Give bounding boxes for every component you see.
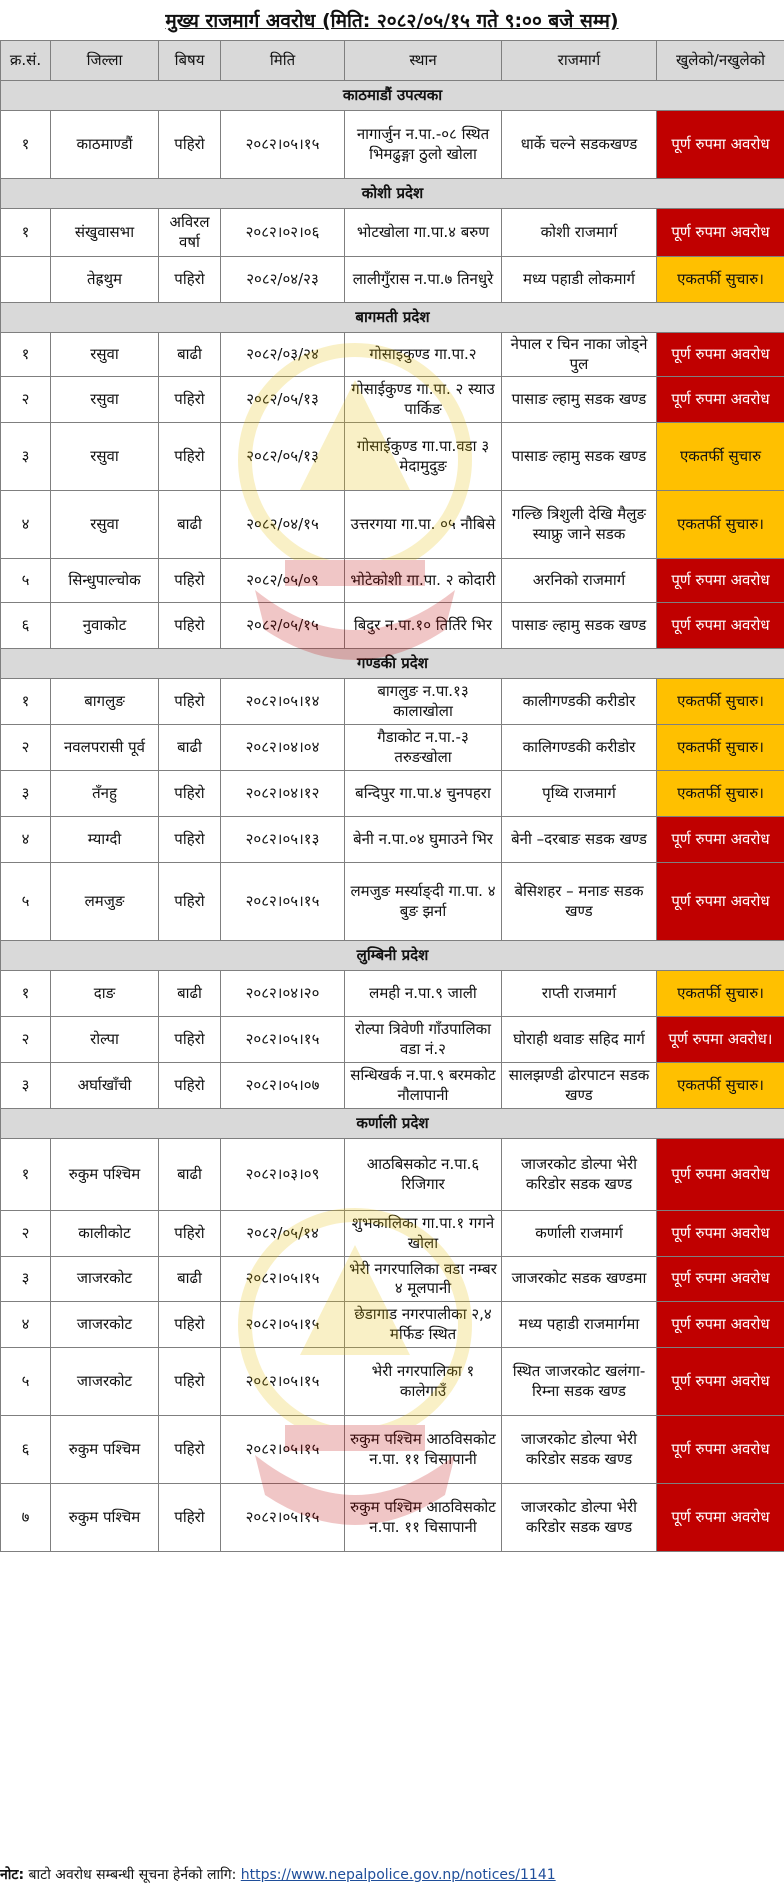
cell-location: लालीगुँरास न.पा.७ तिनधुरे bbox=[345, 257, 502, 303]
cell-subject: पहिरो bbox=[159, 111, 221, 179]
cell-district: रसुवा bbox=[51, 491, 159, 559]
cell-date: २०८२।०५।१५ bbox=[221, 1257, 345, 1302]
cell-date: २०८२।०४।०४ bbox=[221, 725, 345, 771]
table-row bbox=[1, 333, 784, 377]
cell-location: छेडागाड नगरपालीका २,४ मर्फिङ स्थित bbox=[345, 1302, 502, 1348]
cell-district: रोल्पा bbox=[51, 1017, 159, 1063]
cell-district: रुकुम पश्चिम bbox=[51, 1139, 159, 1211]
cell-district: रुकुम पश्चिम bbox=[51, 1416, 159, 1484]
cell-serial: २ bbox=[1, 1017, 51, 1063]
notice-link[interactable]: https://www.nepalpolice.gov.np/notices/1141 bbox=[240, 1867, 556, 1883]
header-status: खुलेको/नखुलेको bbox=[657, 41, 784, 81]
cell-location: गोसाइकुण्ड गा.पा.२ bbox=[345, 333, 502, 377]
cell-subject: पहिरो bbox=[159, 1017, 221, 1063]
cell-status: पूर्ण रुपमा अवरोध bbox=[657, 1302, 784, 1348]
cell-date: २०८२।०३।०९ bbox=[221, 1139, 345, 1211]
cell-location: बिदुर न.पा.१० तिर्तिरे भिर bbox=[345, 603, 502, 649]
footer-note bbox=[0, 1862, 784, 1889]
cell-location: उत्तरगया गा.पा. ०५ नौबिसे bbox=[345, 491, 502, 559]
cell-status: पूर्ण रुपमा अवरोध bbox=[657, 111, 784, 179]
cell-location: गोसाईकुण्ड गा.पा. २ स्याउ पार्किङ bbox=[345, 377, 502, 423]
cell-date: २०८२।०५।१५ bbox=[221, 863, 345, 941]
cell-location: लमजुङ मर्स्याङ्दी गा.पा. ४ बुङ झर्ना bbox=[345, 863, 502, 941]
cell-location: भेरी नगरपालिका १ कालेगाउँ bbox=[345, 1348, 502, 1416]
cell-date: २०८२।०२।०६ bbox=[221, 209, 345, 257]
cell-status: पूर्ण रुपमा अवरोध। bbox=[657, 1017, 784, 1063]
cell-district: रसुवा bbox=[51, 333, 159, 377]
cell-district: म्याग्दी bbox=[51, 817, 159, 863]
cell-district: लमजुङ bbox=[51, 863, 159, 941]
road-blockage-table bbox=[0, 40, 784, 1552]
cell-highway: कोशी राजमार्ग bbox=[502, 209, 657, 257]
cell-district: जाजरकोट bbox=[51, 1348, 159, 1416]
cell-subject: बाढी bbox=[159, 491, 221, 559]
cell-serial: १ bbox=[1, 971, 51, 1017]
cell-date: २०८२/०५/१३ bbox=[221, 423, 345, 491]
cell-serial bbox=[1, 257, 51, 303]
cell-status: पूर्ण रुपमा अवरोध bbox=[657, 1348, 784, 1416]
cell-district: जाजरकोट bbox=[51, 1302, 159, 1348]
cell-status: पूर्ण रुपमा अवरोध bbox=[657, 333, 784, 377]
table-row bbox=[1, 257, 784, 303]
cell-subject: बाढी bbox=[159, 333, 221, 377]
header-location: स्थान bbox=[345, 41, 502, 81]
cell-serial: ४ bbox=[1, 491, 51, 559]
cell-date: २०८२।०५।१३ bbox=[221, 817, 345, 863]
cell-subject: बाढी bbox=[159, 971, 221, 1017]
cell-serial: २ bbox=[1, 377, 51, 423]
table-row bbox=[1, 1139, 784, 1211]
header-highway: राजमार्ग bbox=[502, 41, 657, 81]
table-row bbox=[1, 863, 784, 941]
cell-location: बेनी न.पा.०४ घुमाउने भिर bbox=[345, 817, 502, 863]
cell-subject: पहिरो bbox=[159, 1302, 221, 1348]
cell-location: गैडाकोट न.पा.-३ तरुङखोला bbox=[345, 725, 502, 771]
cell-district: बागलुङ bbox=[51, 679, 159, 725]
cell-serial: ४ bbox=[1, 817, 51, 863]
cell-status: पूर्ण रुपमा अवरोध bbox=[657, 377, 784, 423]
cell-highway: पासाङ ल्हामु सडक खण्ड bbox=[502, 423, 657, 491]
section-title: कर्णाली प्रदेश bbox=[1, 1109, 784, 1139]
table-row bbox=[1, 1257, 784, 1302]
table-row bbox=[1, 817, 784, 863]
cell-date: २०८२।०५।१५ bbox=[221, 1348, 345, 1416]
cell-subject: पहिरो bbox=[159, 257, 221, 303]
cell-serial: २ bbox=[1, 725, 51, 771]
note-label: नोट: bbox=[0, 1867, 25, 1883]
cell-subject: पहिरो bbox=[159, 1416, 221, 1484]
cell-location: शुभकालिका गा.पा.१ गगने खोला bbox=[345, 1211, 502, 1257]
cell-district: सिन्धुपाल्चोक bbox=[51, 559, 159, 603]
cell-subject: पहिरो bbox=[159, 1484, 221, 1552]
cell-highway: कालीगण्डकी करीडोर bbox=[502, 679, 657, 725]
cell-highway: कर्णाली राजमार्ग bbox=[502, 1211, 657, 1257]
cell-status: एकतर्फी सुचारु। bbox=[657, 257, 784, 303]
cell-district: नुवाकोट bbox=[51, 603, 159, 649]
page-title-text: मुख्य राजमार्ग अवरोध (मिति: २०८२/०५/१५ गते ९:०० बजे सम्म) bbox=[165, 10, 619, 32]
cell-location: लमही न.पा.९ जाली bbox=[345, 971, 502, 1017]
cell-subject: पहिरो bbox=[159, 377, 221, 423]
cell-district: कालीकोट bbox=[51, 1211, 159, 1257]
cell-highway: मध्य पहाडी लोकमार्ग bbox=[502, 257, 657, 303]
cell-status: एकतर्फी सुचारु। bbox=[657, 679, 784, 725]
cell-status: पूर्ण रुपमा अवरोध bbox=[657, 1416, 784, 1484]
header-subject: बिषय bbox=[159, 41, 221, 81]
cell-status: एकतर्फी सुचारु। bbox=[657, 771, 784, 817]
header-serial: क्र.सं. bbox=[1, 41, 51, 81]
cell-highway: पासाङ ल्हामु सडक खण्ड bbox=[502, 377, 657, 423]
cell-highway: गल्छि त्रिशुली देखि मैलुङ स्याफ्रु जाने सडक bbox=[502, 491, 657, 559]
cell-highway: जाजरकोट सडक खण्डमा bbox=[502, 1257, 657, 1302]
cell-subject: पहिरो bbox=[159, 771, 221, 817]
cell-location: रुकुम पश्चिम आठविसकोट न.पा. ११ चिसापानी bbox=[345, 1416, 502, 1484]
cell-date: २०८२।०४।१२ bbox=[221, 771, 345, 817]
cell-date: २०८२।०५।१५ bbox=[221, 1017, 345, 1063]
cell-highway: धार्के चल्ने सडकखण्ड bbox=[502, 111, 657, 179]
cell-status: पूर्ण रुपमा अवरोध bbox=[657, 1257, 784, 1302]
cell-subject: पहिरो bbox=[159, 559, 221, 603]
section-row bbox=[1, 303, 784, 333]
table-row bbox=[1, 377, 784, 423]
cell-highway: नेपाल र चिन नाका जोड्ने पुल bbox=[502, 333, 657, 377]
cell-subject: बाढी bbox=[159, 1257, 221, 1302]
cell-date: २०८२/०४/२३ bbox=[221, 257, 345, 303]
header-district: जिल्ला bbox=[51, 41, 159, 81]
cell-status: एकतर्फी सुचारु। bbox=[657, 971, 784, 1017]
section-row bbox=[1, 649, 784, 679]
table-row bbox=[1, 209, 784, 257]
cell-subject: बाढी bbox=[159, 725, 221, 771]
cell-date: २०८२/०५/१३ bbox=[221, 377, 345, 423]
cell-serial: ५ bbox=[1, 559, 51, 603]
cell-highway: जाजरकोट डोल्पा भेरी करिडोर सडक खण्ड bbox=[502, 1416, 657, 1484]
cell-district: रुकुम पश्चिम bbox=[51, 1484, 159, 1552]
cell-serial: ३ bbox=[1, 423, 51, 491]
cell-status: एकतर्फी सुचारु। bbox=[657, 491, 784, 559]
page-title bbox=[0, 0, 784, 40]
section-title: लुम्बिनी प्रदेश bbox=[1, 941, 784, 971]
section-row bbox=[1, 81, 784, 111]
cell-date: २०८२।०५।१५ bbox=[221, 1302, 345, 1348]
cell-serial: ३ bbox=[1, 1257, 51, 1302]
cell-status: पूर्ण रुपमा अवरोध bbox=[657, 1211, 784, 1257]
table-row bbox=[1, 1211, 784, 1257]
cell-location: भेरी नगरपालिका वडा नम्बर ४ मूलपानी bbox=[345, 1257, 502, 1302]
cell-serial: ५ bbox=[1, 863, 51, 941]
cell-district: तँनहु bbox=[51, 771, 159, 817]
section-title: कोशी प्रदेश bbox=[1, 179, 784, 209]
cell-district: अर्घाखाँची bbox=[51, 1063, 159, 1109]
table-row bbox=[1, 725, 784, 771]
cell-highway: स्थित जाजरकोट खलंगा-रिम्ना सडक खण्ड bbox=[502, 1348, 657, 1416]
cell-serial: ७ bbox=[1, 1484, 51, 1552]
cell-status: पूर्ण रुपमा अवरोध bbox=[657, 863, 784, 941]
cell-subject: पहिरो bbox=[159, 603, 221, 649]
cell-status: पूर्ण रुपमा अवरोध bbox=[657, 209, 784, 257]
cell-highway: घोराही थवाङ सहिद मार्ग bbox=[502, 1017, 657, 1063]
cell-date: २०८२/०५/१४ bbox=[221, 1211, 345, 1257]
cell-subject: पहिरो bbox=[159, 1211, 221, 1257]
cell-location: नागार्जुन न.पा.-०८ स्थित भिमढुङ्गा ठुलो खोला bbox=[345, 111, 502, 179]
cell-serial: ५ bbox=[1, 1348, 51, 1416]
cell-district: तेह्रथुम bbox=[51, 257, 159, 303]
cell-serial: १ bbox=[1, 333, 51, 377]
cell-date: २०८२।०५।०७ bbox=[221, 1063, 345, 1109]
cell-subject: बाढी bbox=[159, 1139, 221, 1211]
table-row bbox=[1, 491, 784, 559]
table-row bbox=[1, 1484, 784, 1552]
cell-highway: अरनिको राजमार्ग bbox=[502, 559, 657, 603]
table-row bbox=[1, 771, 784, 817]
cell-date: २०८२/०४/१५ bbox=[221, 491, 345, 559]
cell-district: दाङ bbox=[51, 971, 159, 1017]
cell-highway: पृथ्वि राजमार्ग bbox=[502, 771, 657, 817]
cell-date: २०८२।०४।२० bbox=[221, 971, 345, 1017]
cell-serial: १ bbox=[1, 679, 51, 725]
cell-highway: कालिगण्डकी करीडोर bbox=[502, 725, 657, 771]
cell-location: बागलुङ न.पा.१३ कालाखोला bbox=[345, 679, 502, 725]
cell-subject: पहिरो bbox=[159, 679, 221, 725]
cell-date: २०८२।०५।१५ bbox=[221, 111, 345, 179]
section-title: गण्डकी प्रदेश bbox=[1, 649, 784, 679]
cell-district: रसुवा bbox=[51, 377, 159, 423]
cell-date: २०८२।०५।१४ bbox=[221, 679, 345, 725]
table-row bbox=[1, 1302, 784, 1348]
cell-location: आठबिसकोट न.पा.६ रिजिगार bbox=[345, 1139, 502, 1211]
table-row bbox=[1, 971, 784, 1017]
cell-status: एकतर्फी सुचारु bbox=[657, 423, 784, 491]
cell-serial: ३ bbox=[1, 771, 51, 817]
cell-subject: पहिरो bbox=[159, 1348, 221, 1416]
cell-location: भोटेकोशी गा.पा. २ कोदारी bbox=[345, 559, 502, 603]
cell-serial: १ bbox=[1, 1139, 51, 1211]
table-row bbox=[1, 603, 784, 649]
cell-serial: २ bbox=[1, 1211, 51, 1257]
table-row bbox=[1, 1063, 784, 1109]
cell-date: २०८२/०३/२४ bbox=[221, 333, 345, 377]
cell-status: एकतर्फी सुचारु। bbox=[657, 725, 784, 771]
cell-highway: सालझण्डी ढोरपाटन सडक खण्ड bbox=[502, 1063, 657, 1109]
section-title: बागमती प्रदेश bbox=[1, 303, 784, 333]
table-row bbox=[1, 679, 784, 725]
table-row bbox=[1, 1348, 784, 1416]
cell-district: काठमाण्डौं bbox=[51, 111, 159, 179]
cell-district: रसुवा bbox=[51, 423, 159, 491]
table-row bbox=[1, 1416, 784, 1484]
cell-subject: पहिरो bbox=[159, 423, 221, 491]
cell-highway: बेनी –दरबाङ सडक खण्ड bbox=[502, 817, 657, 863]
cell-date: २०८२/०५/१५ bbox=[221, 603, 345, 649]
cell-highway: बेसिशहर – मनाङ सडक खण्ड bbox=[502, 863, 657, 941]
cell-location: रुकुम पश्चिम आठविसकोट न.पा. ११ चिसापानी bbox=[345, 1484, 502, 1552]
cell-subject: अविरल वर्षा bbox=[159, 209, 221, 257]
cell-district: जाजरकोट bbox=[51, 1257, 159, 1302]
cell-district: संखुवासभा bbox=[51, 209, 159, 257]
cell-status: पूर्ण रुपमा अवरोध bbox=[657, 559, 784, 603]
cell-serial: ६ bbox=[1, 1416, 51, 1484]
cell-highway: पासाङ ल्हामु सडक खण्ड bbox=[502, 603, 657, 649]
header-date: मिति bbox=[221, 41, 345, 81]
cell-subject: पहिरो bbox=[159, 1063, 221, 1109]
table-row bbox=[1, 559, 784, 603]
cell-status: पूर्ण रुपमा अवरोध bbox=[657, 1484, 784, 1552]
cell-status: पूर्ण रुपमा अवरोध bbox=[657, 1139, 784, 1211]
cell-location: रोल्पा त्रिवेणी गाँउपालिका वडा नं.२ bbox=[345, 1017, 502, 1063]
cell-date: २०८२।०५।१५ bbox=[221, 1416, 345, 1484]
section-title: काठमाडौं उपत्यका bbox=[1, 81, 784, 111]
table-row bbox=[1, 111, 784, 179]
cell-serial: १ bbox=[1, 111, 51, 179]
cell-highway: मध्य पहाडी राजमार्गमा bbox=[502, 1302, 657, 1348]
table-header-row bbox=[1, 41, 784, 81]
section-row bbox=[1, 179, 784, 209]
cell-serial: ४ bbox=[1, 1302, 51, 1348]
cell-serial: ६ bbox=[1, 603, 51, 649]
section-row bbox=[1, 941, 784, 971]
cell-highway: जाजरकोट डोल्पा भेरी करिडोर सडक खण्ड bbox=[502, 1139, 657, 1211]
note-text: बाटो अवरोध सम्बन्धी सूचना हेर्नको लागि: bbox=[24, 1867, 241, 1883]
cell-subject: पहिरो bbox=[159, 817, 221, 863]
cell-location: गोसाईकुण्ड गा.पा.वडा ३ मेदामुदुङ bbox=[345, 423, 502, 491]
section-row bbox=[1, 1109, 784, 1139]
cell-status: पूर्ण रुपमा अवरोध bbox=[657, 817, 784, 863]
cell-subject: पहिरो bbox=[159, 863, 221, 941]
cell-location: बन्दिपुर गा.पा.४ चुनपहरा bbox=[345, 771, 502, 817]
cell-location: सन्धिखर्क न.पा.९ बरमकोट नौलापानी bbox=[345, 1063, 502, 1109]
cell-status: एकतर्फी सुचारु। bbox=[657, 1063, 784, 1109]
cell-district: नवलपरासी पूर्व bbox=[51, 725, 159, 771]
cell-highway: राप्ती राजमार्ग bbox=[502, 971, 657, 1017]
cell-highway: जाजरकोट डोल्पा भेरी करिडोर सडक खण्ड bbox=[502, 1484, 657, 1552]
cell-date: २०८२/०५/०९ bbox=[221, 559, 345, 603]
cell-serial: ३ bbox=[1, 1063, 51, 1109]
cell-serial: १ bbox=[1, 209, 51, 257]
cell-location: भोटखोला गा.पा.४ बरुण bbox=[345, 209, 502, 257]
cell-date: २०८२।०५।१५ bbox=[221, 1484, 345, 1552]
table-row bbox=[1, 423, 784, 491]
table-row bbox=[1, 1017, 784, 1063]
cell-status: पूर्ण रुपमा अवरोध bbox=[657, 603, 784, 649]
